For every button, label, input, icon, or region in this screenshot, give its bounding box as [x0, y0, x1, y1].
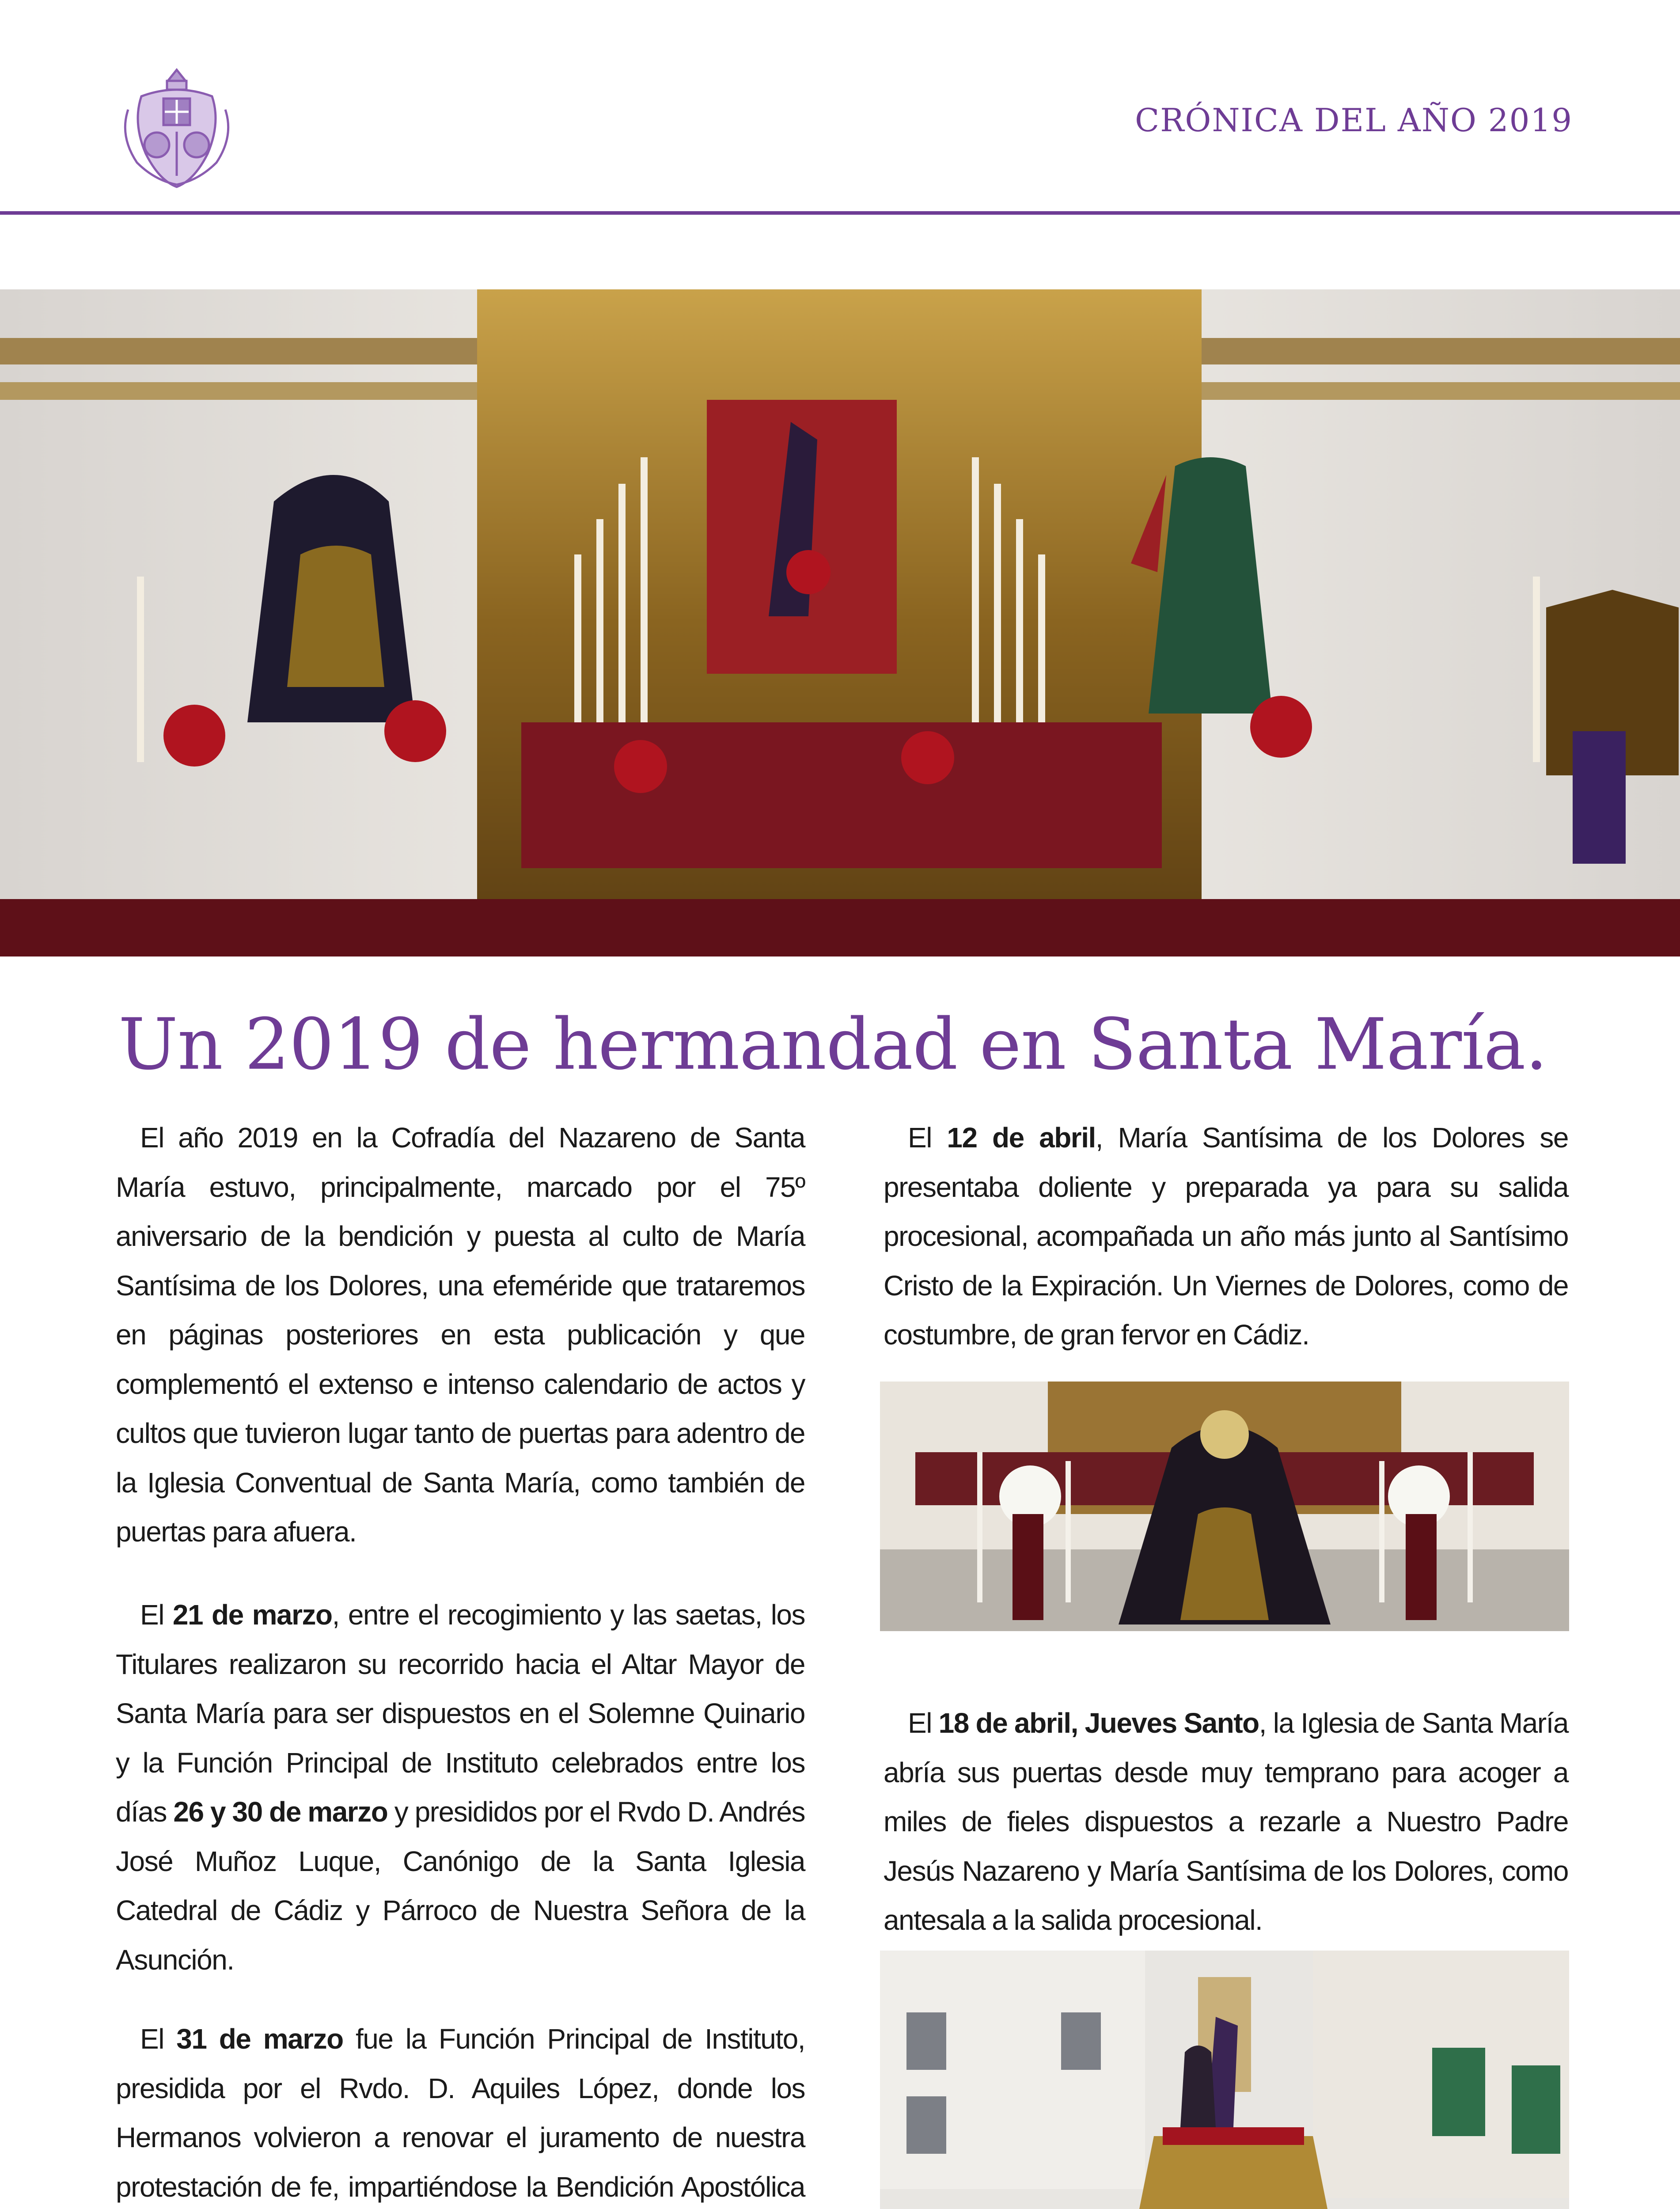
brotherhood-crest-icon [110, 61, 243, 194]
running-head: CRÓNICA DEL AÑO 2019 [1135, 102, 1573, 139]
paragraph-march-31: El 31 de marzo fue la Función Principal de Instituto, presidida por el Rvdo. D. Aquiles López, donde los Hermanos volvieron a renovar el juramento de nuestra protestación de fe, impartiéndose la Bendición Apostólica [116, 2023, 805, 2203]
procession-photo [880, 1951, 1569, 2209]
header-divider [0, 211, 1680, 215]
date-march-31: 31 de marzo [176, 2023, 343, 2055]
date-april-18: 18 de abril, Jueves Santo [938, 1707, 1259, 1739]
date-april-12: 12 de abril [947, 1122, 1096, 1154]
virgin-dolores-photo [880, 1382, 1569, 1631]
paragraph-april-18: El 18 de abril, Jueves Santo, la Iglesia de Santa María abría sus puertas desde muy temprano para acoger a miles de fieles dispuestos a rezarle a Nuestro Padre Jesús Nazareno y María Santísima de los Dolores, como antesala a la salida procesional. [884, 1707, 1569, 1936]
paragraph-intro: El año 2019 en la Cofradía del Nazareno de Santa María estuvo, principalmente, marcado por el 75º aniversario de la bendición y puesta al culto de María Santísima de los Dolores, una efeméride que trataremos en páginas posteriores en esta publicación y que complementó el extenso e intenso calendario de actos y cultos que tuvieron lugar tanto de puertas para adentro de la Iglesia Conventual de Santa María, como también de puertas para afuera. [116, 1122, 805, 1548]
date-march-21: 21 de marzo [172, 1599, 332, 1631]
altar-photo [0, 289, 1680, 956]
paragraph-march-21: El 21 de marzo, entre el recogimiento y las saetas, los Titulares realizaron su recorrido hacia el Altar Mayor de Santa María para ser dispuestos en el Solemne Quinario y la Función Principal de Instituto celebrados entre los días 26 y 30 de marzo y presididos por el Rvdo D. Andrés José Muñoz Luque, Canónigo de la Santa Iglesia Catedral de Cádiz y Párroco de Nuestra Señora de la Asunción. [116, 1599, 805, 1976]
date-march-26-30: 26 y 30 de marzo [173, 1796, 388, 1828]
article-title: Un 2019 de hermandad en Santa María. [118, 1003, 1547, 1086]
paragraph-april-12: El 12 de abril, María Santísima de los Dolores se presentaba doliente y preparada ya para su salida procesional, acompañada un año más junto al Santísimo Cristo de la Expiración. Un Viernes de Dolores, como de costumbre, de gran fervor en Cádiz. [884, 1122, 1569, 1351]
